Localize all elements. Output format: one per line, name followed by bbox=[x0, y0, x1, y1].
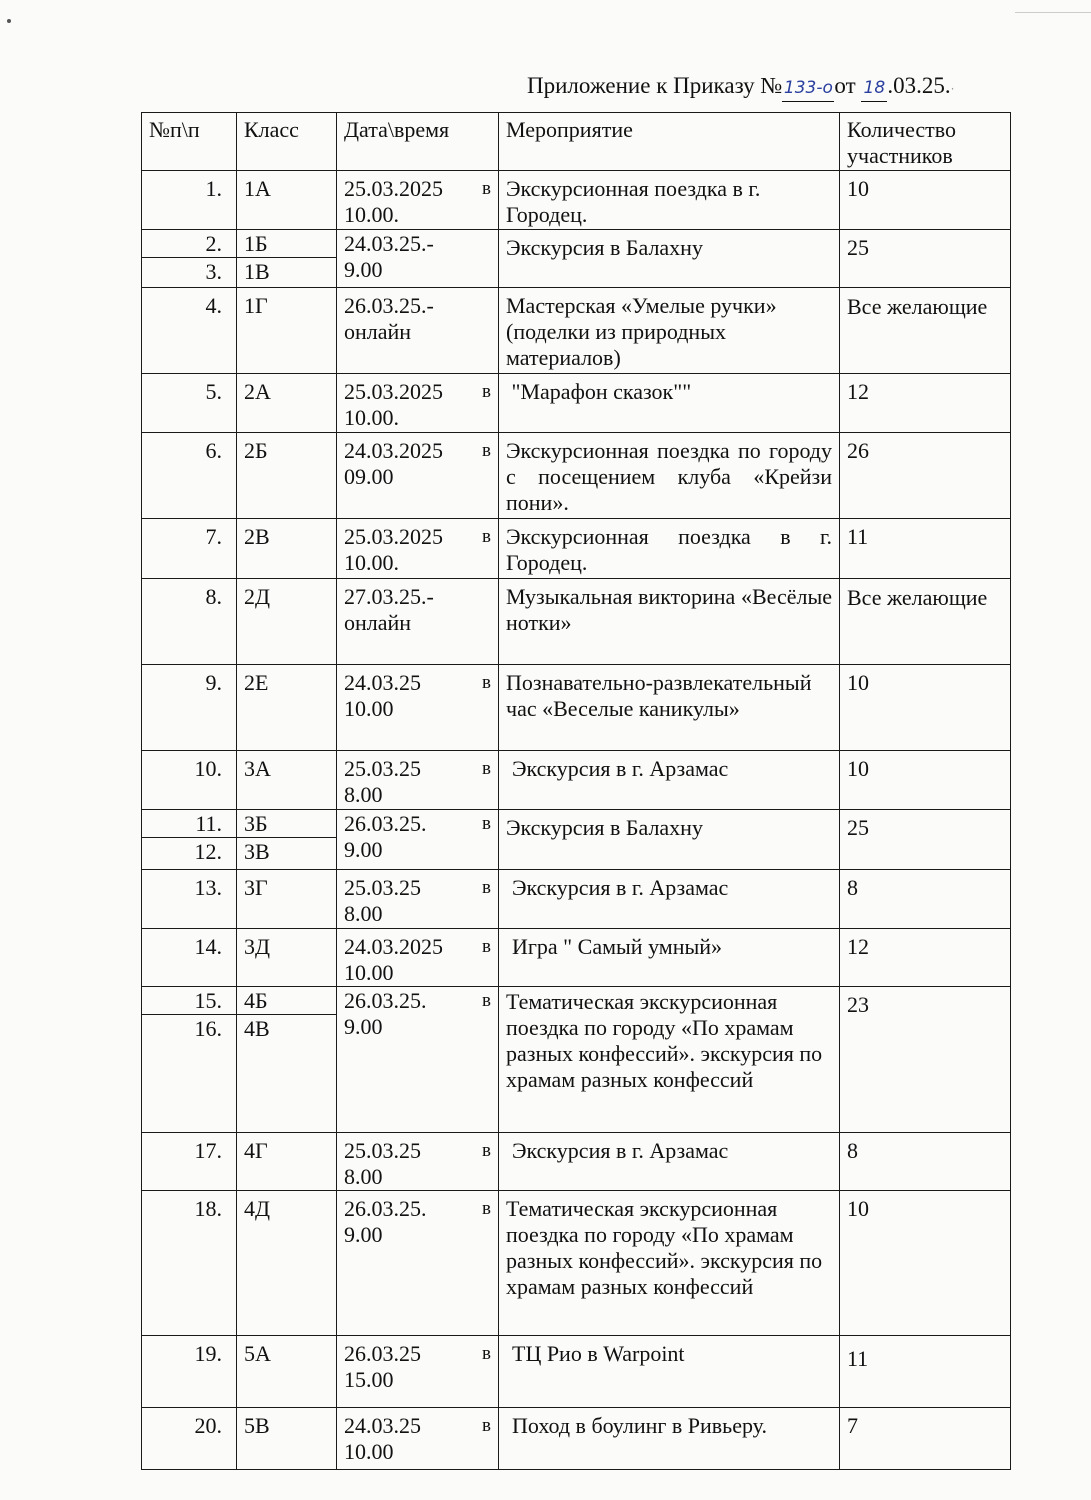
row-number: 2. bbox=[142, 230, 237, 258]
row-datetime bbox=[337, 230, 499, 288]
row-datetime bbox=[337, 579, 499, 665]
row-datetime bbox=[337, 374, 499, 433]
row-count: 10 bbox=[840, 751, 1011, 810]
table-row bbox=[142, 1191, 1011, 1336]
row-date: 26.03.25. bbox=[344, 988, 427, 1013]
row-class: 3А bbox=[237, 751, 337, 810]
row-time-prep: в bbox=[482, 1343, 491, 1364]
row-datetime bbox=[337, 929, 499, 987]
table-row bbox=[142, 929, 1011, 987]
row-count: 8 bbox=[840, 1133, 1011, 1191]
row-count: Все желающие bbox=[840, 579, 1011, 665]
row-class: 5А bbox=[237, 1336, 337, 1408]
header-trailing-mark: · bbox=[950, 82, 955, 96]
row-number: 15. bbox=[142, 987, 237, 1015]
row-datetime bbox=[337, 288, 499, 374]
row-date: 24.03.25.- bbox=[344, 231, 434, 256]
row-date: 25.03.25 bbox=[344, 1138, 421, 1163]
row-event: Познавательно-развлекательный час «Веселые каникулы» bbox=[499, 665, 840, 751]
row-event: Экскурсионная поездка в г. Городец. bbox=[499, 519, 840, 579]
row-time: 9.00 bbox=[344, 1014, 383, 1039]
row-event: Мастерская «Умелые ручки» (поделки из природных материалов) bbox=[499, 288, 840, 374]
table-row bbox=[142, 665, 1011, 751]
row-event: Экскурсия в Балахну bbox=[499, 810, 840, 870]
row-number: 4. bbox=[142, 288, 237, 374]
column-header-class: Класс bbox=[237, 113, 337, 171]
row-date: 25.03.2025 bbox=[344, 176, 443, 201]
row-class: 1Б bbox=[237, 230, 337, 258]
row-count: 25 bbox=[840, 810, 1011, 870]
row-class: 2В bbox=[237, 519, 337, 579]
row-event: Экскурсия в г. Арзамас bbox=[499, 1133, 840, 1191]
row-event: Экскурсионная поездка по городу с посещением клуба «Крейзи пони». bbox=[499, 433, 840, 519]
row-date: 26.03.25. bbox=[344, 1196, 427, 1221]
row-count: Все желающие bbox=[840, 288, 1011, 374]
row-date: 27.03.25.- bbox=[344, 584, 434, 609]
column-header-count: Количество участников bbox=[840, 113, 1011, 171]
row-time: 8.00 bbox=[344, 782, 383, 807]
row-event: Тематическая экскурсионная поездка по городу «По храмам разных конфессий». экскурсия по храмам разных конфессий bbox=[499, 1191, 840, 1336]
row-class: 2Б bbox=[237, 433, 337, 519]
row-class: 4В bbox=[237, 1015, 337, 1133]
row-date: 24.03.25 bbox=[344, 1413, 421, 1438]
row-number: 16. bbox=[142, 1015, 237, 1133]
row-number: 14. bbox=[142, 929, 237, 987]
row-time-prep: в bbox=[482, 1198, 491, 1219]
row-time: 9.00 bbox=[344, 257, 383, 282]
row-number: 7. bbox=[142, 519, 237, 579]
scan-mark bbox=[7, 19, 11, 23]
table-row bbox=[142, 579, 1011, 665]
table-row bbox=[142, 433, 1011, 519]
row-time-prep: в bbox=[482, 672, 491, 693]
row-number: 10. bbox=[142, 751, 237, 810]
row-date: 24.03.2025 bbox=[344, 438, 443, 463]
header-suffix: .03.25. bbox=[887, 73, 951, 98]
row-datetime bbox=[337, 1133, 499, 1191]
row-count: 12 bbox=[840, 374, 1011, 433]
row-class: 4Д bbox=[237, 1191, 337, 1336]
row-class: 1Г bbox=[237, 288, 337, 374]
row-count: 7 bbox=[840, 1408, 1011, 1470]
row-time: 10.00. bbox=[344, 550, 399, 575]
row-time-prep: в bbox=[482, 381, 491, 402]
row-event: ТЦ Рио в Warpoint bbox=[499, 1336, 840, 1408]
row-number: 5. bbox=[142, 374, 237, 433]
row-class: 2А bbox=[237, 374, 337, 433]
row-class: 3Г bbox=[237, 870, 337, 929]
column-header-datetime: Дата\время bbox=[337, 113, 499, 171]
row-time: 10.00. bbox=[344, 202, 399, 227]
table-row bbox=[142, 870, 1011, 929]
row-event-text: Экскурсионная поездка в г. Городец. bbox=[506, 176, 761, 227]
row-time-prep: в bbox=[482, 990, 491, 1011]
row-class: 4Б bbox=[237, 987, 337, 1015]
row-datetime bbox=[337, 810, 499, 870]
row-class: 1В bbox=[237, 258, 337, 288]
row-event: Музыкальная викторина «Весёлые нотки» bbox=[499, 579, 840, 665]
events-table bbox=[141, 112, 1011, 1470]
row-time: 10.00. bbox=[344, 405, 399, 430]
row-class: 2Д bbox=[237, 579, 337, 665]
table-row bbox=[142, 987, 1011, 1015]
table-row bbox=[142, 810, 1011, 838]
row-date: 25.03.25 bbox=[344, 875, 421, 900]
row-datetime bbox=[337, 1336, 499, 1408]
row-time: 9.00 bbox=[344, 1222, 383, 1247]
row-class: 4Г bbox=[237, 1133, 337, 1191]
table-row bbox=[142, 519, 1011, 579]
row-event: Экскурсия в г. Арзамас bbox=[499, 870, 840, 929]
row-time: 8.00 bbox=[344, 901, 383, 926]
row-datetime bbox=[337, 1191, 499, 1336]
row-number: 18. bbox=[142, 1191, 237, 1336]
row-count: 10 bbox=[840, 171, 1011, 230]
row-datetime bbox=[337, 519, 499, 579]
row-datetime bbox=[337, 665, 499, 751]
table-header-row bbox=[142, 113, 1011, 171]
row-number: 12. bbox=[142, 838, 237, 870]
order-number-handwritten: 133-о bbox=[782, 75, 834, 102]
row-event: Поход в боулинг в Ривьеру. bbox=[499, 1408, 840, 1470]
row-count: 10 bbox=[840, 665, 1011, 751]
row-datetime bbox=[337, 1408, 499, 1470]
row-datetime bbox=[337, 870, 499, 929]
row-datetime bbox=[337, 987, 499, 1133]
row-date: 25.03.25 bbox=[344, 756, 421, 781]
row-count: 23 bbox=[840, 987, 1011, 1133]
row-datetime bbox=[337, 433, 499, 519]
row-number: 6. bbox=[142, 433, 237, 519]
row-time-prep: в bbox=[482, 178, 491, 199]
row-class: 2Е bbox=[237, 665, 337, 751]
row-number: 17. bbox=[142, 1133, 237, 1191]
row-number: 1. bbox=[142, 171, 237, 230]
row-time-prep: в bbox=[482, 877, 491, 898]
row-class: 3В bbox=[237, 838, 337, 870]
order-day-handwritten: 18 bbox=[861, 75, 887, 102]
row-time: 10.00 bbox=[344, 960, 394, 985]
row-class: 3Б bbox=[237, 810, 337, 838]
row-date: 26.03.25 bbox=[344, 1341, 421, 1366]
row-time: онлайн bbox=[344, 610, 412, 635]
table-row bbox=[142, 230, 1011, 258]
row-time: 10.00 bbox=[344, 1439, 394, 1464]
row-date: 24.03.2025 bbox=[344, 934, 443, 959]
table-row bbox=[142, 751, 1011, 810]
header-prefix: Приложение к Приказу № bbox=[527, 73, 783, 98]
row-number: 3. bbox=[142, 258, 237, 288]
row-number: 8. bbox=[142, 579, 237, 665]
row-date: 26.03.25.- bbox=[344, 293, 434, 318]
header-middle: от bbox=[834, 73, 856, 98]
row-time: 9.00 bbox=[344, 837, 383, 862]
row-event: Тематическая экскурсионная поездка по городу «По храмам разных конфессий». экскурсия по храмам разных конфессий bbox=[499, 987, 840, 1133]
row-date: 25.03.2025 bbox=[344, 379, 443, 404]
row-number: 9. bbox=[142, 665, 237, 751]
table-row bbox=[142, 1133, 1011, 1191]
row-time: 09.00 bbox=[344, 464, 394, 489]
row-class: 3Д bbox=[237, 929, 337, 987]
column-header-number: №п\п bbox=[142, 113, 237, 171]
row-date: 24.03.25 bbox=[344, 670, 421, 695]
row-date: 25.03.2025 bbox=[344, 524, 443, 549]
row-time: онлайн bbox=[344, 319, 412, 344]
row-time-prep: в bbox=[482, 813, 491, 834]
row-time: 15.00 bbox=[344, 1367, 394, 1392]
row-event: Экскурсия в Балахну bbox=[499, 230, 840, 288]
column-header-event: Мероприятие bbox=[499, 113, 840, 171]
row-number: 19. bbox=[142, 1336, 237, 1408]
row-number: 20. bbox=[142, 1408, 237, 1470]
row-datetime bbox=[337, 751, 499, 810]
row-count: 25 bbox=[840, 230, 1011, 288]
scan-edge-line bbox=[1015, 12, 1091, 13]
row-time-prep: в bbox=[482, 936, 491, 957]
table-row bbox=[142, 288, 1011, 374]
row-count: 12 bbox=[840, 929, 1011, 987]
row-count: 11 bbox=[840, 519, 1011, 579]
row-time-prep: в bbox=[482, 1140, 491, 1161]
row-event: "Марафон сказок"" bbox=[499, 374, 840, 433]
row-count: 10 bbox=[840, 1191, 1011, 1336]
row-count: 11 bbox=[840, 1336, 1011, 1408]
row-time-prep: в bbox=[482, 526, 491, 547]
row-time: 8.00 bbox=[344, 1164, 383, 1189]
row-time-prep: в bbox=[482, 758, 491, 779]
row-event: Экскурсия в г. Арзамас bbox=[499, 751, 840, 810]
row-class: 5В bbox=[237, 1408, 337, 1470]
row-class: 1А bbox=[237, 171, 337, 230]
row-datetime bbox=[337, 171, 499, 230]
order-header bbox=[527, 66, 997, 106]
row-count: 26 bbox=[840, 433, 1011, 519]
row-event bbox=[499, 171, 840, 230]
table-row bbox=[142, 1336, 1011, 1408]
row-number: 11. bbox=[142, 810, 237, 838]
table-row bbox=[142, 374, 1011, 433]
row-time-prep: в bbox=[482, 440, 491, 461]
row-event: Игра " Самый умный» bbox=[499, 929, 840, 987]
row-time: 10.00 bbox=[344, 696, 394, 721]
table-row bbox=[142, 171, 1011, 230]
table-row bbox=[142, 1408, 1011, 1470]
row-date: 26.03.25. bbox=[344, 811, 427, 836]
row-time-prep: в bbox=[482, 1415, 491, 1436]
row-number: 13. bbox=[142, 870, 237, 929]
row-count: 8 bbox=[840, 870, 1011, 929]
